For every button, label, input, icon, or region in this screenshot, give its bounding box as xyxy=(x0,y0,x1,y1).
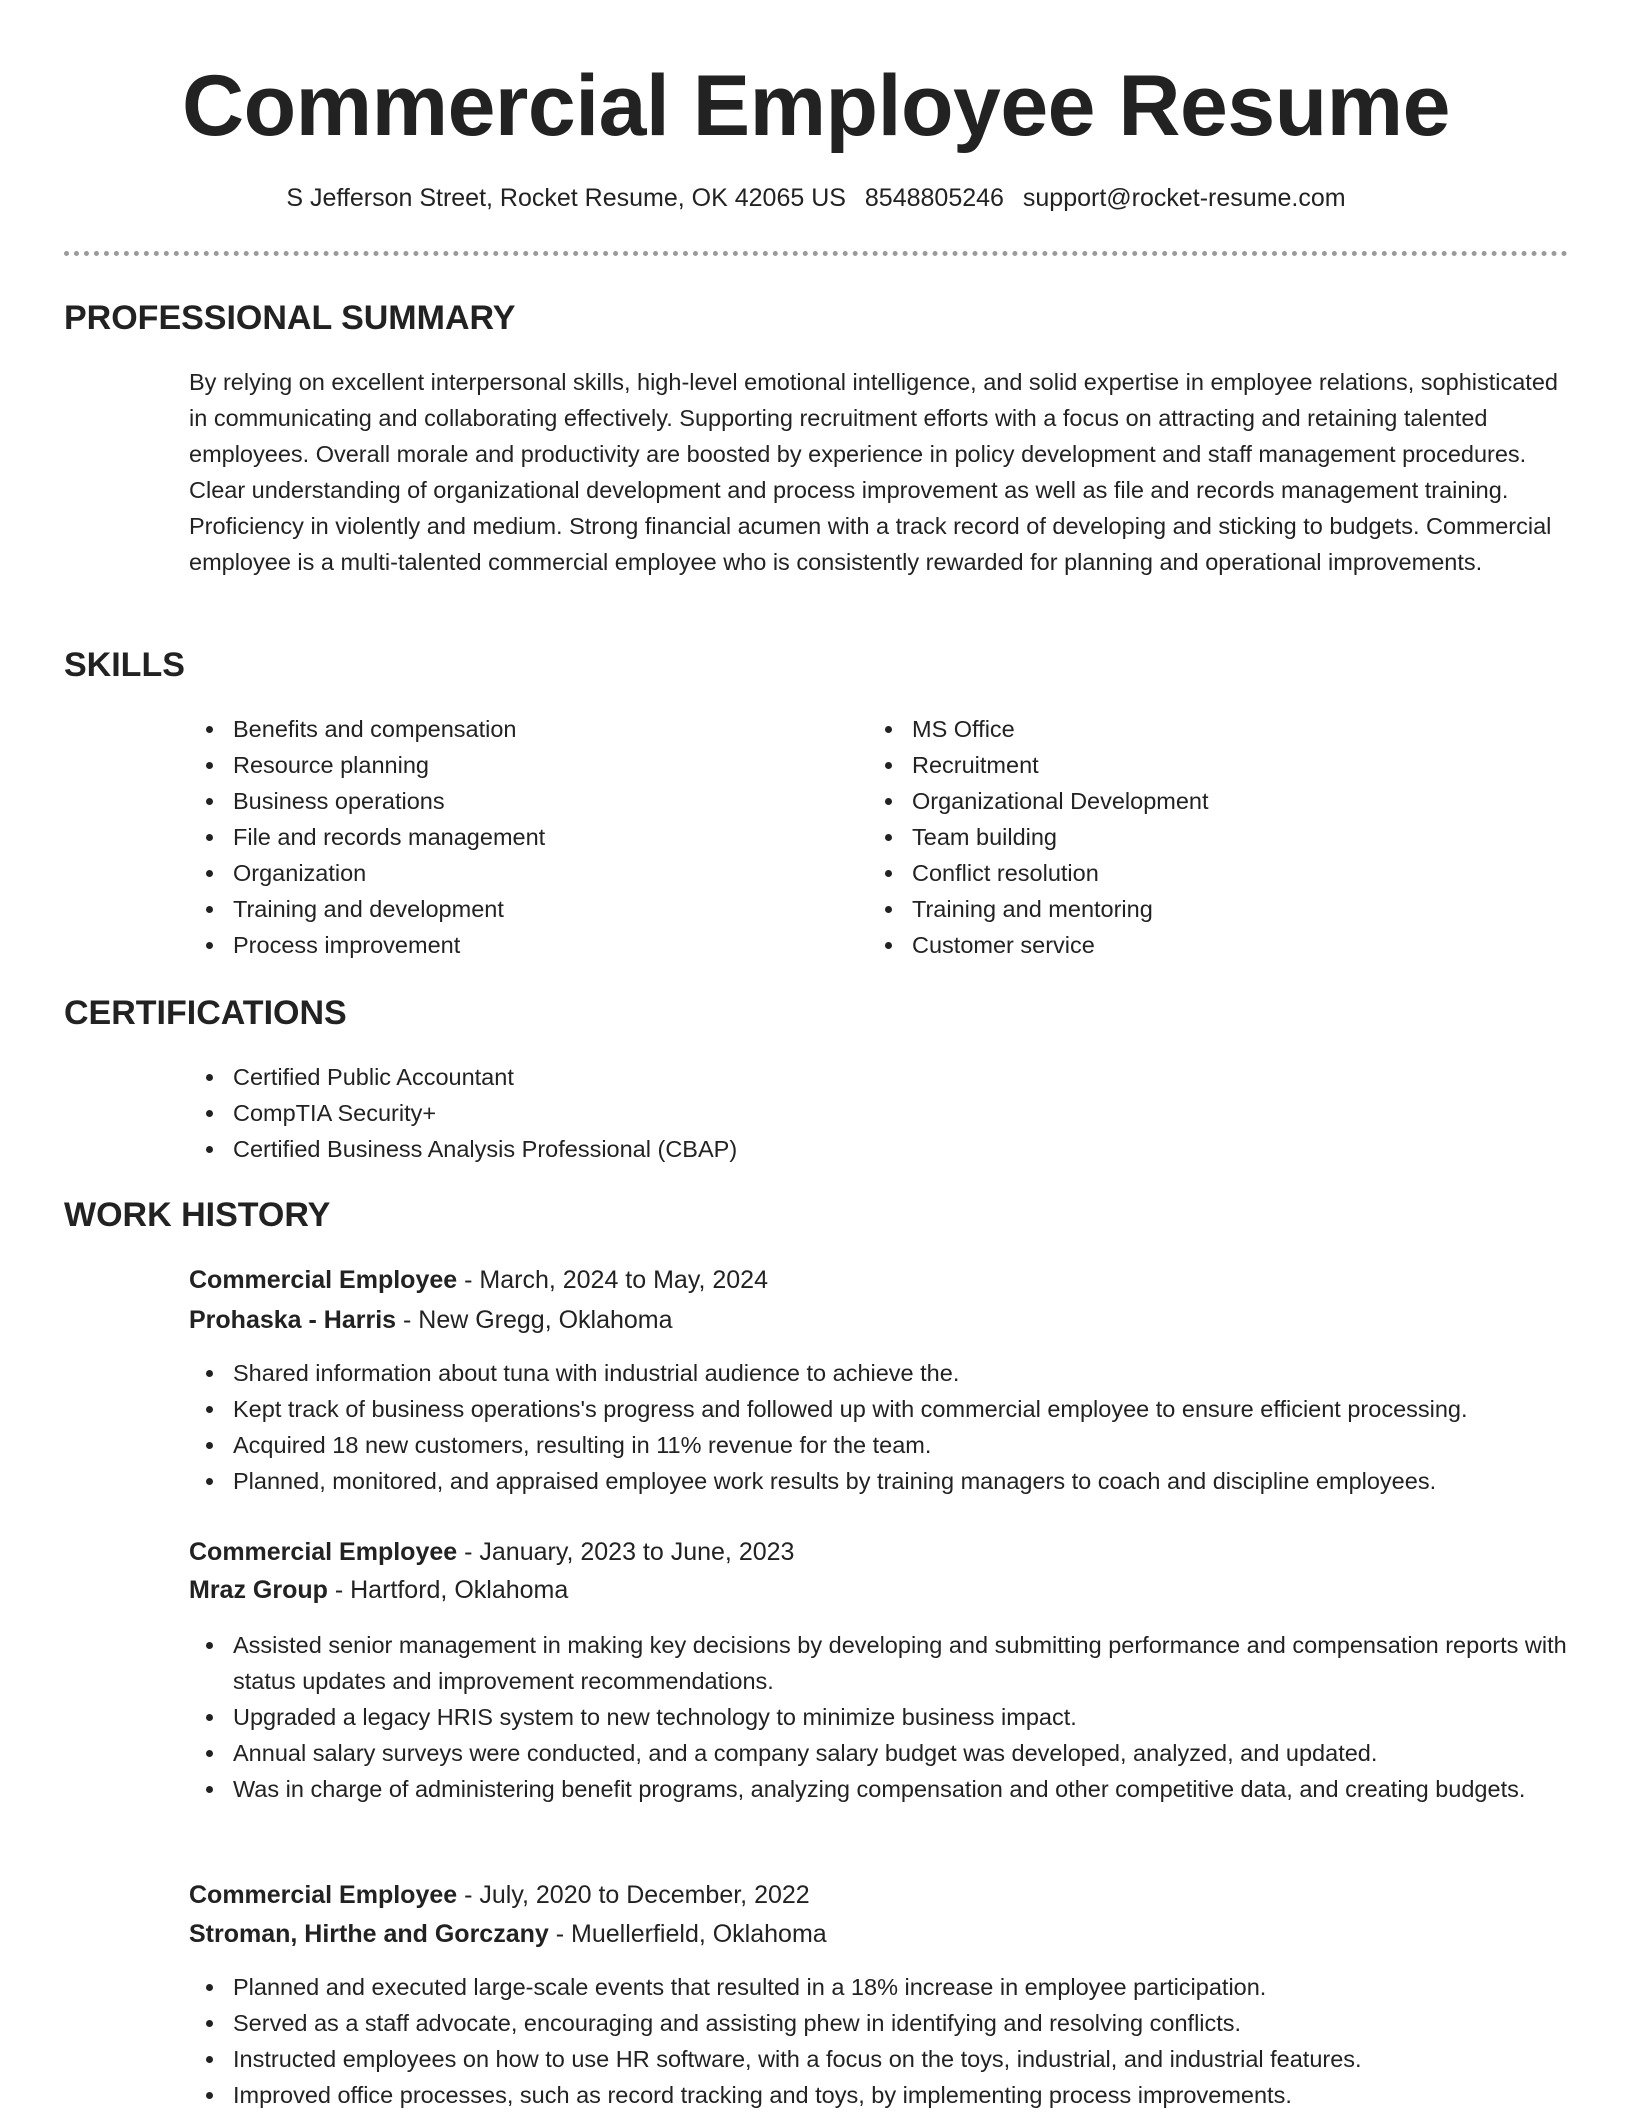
job-company: Stroman, Hirthe and Gorczany xyxy=(189,1920,549,1948)
skill-item: MS Office xyxy=(868,711,1488,747)
header-divider xyxy=(64,251,1568,256)
job-bullet: Served as a staff advocate, encouraging and assisting phew in identifying and resolving conflicts. xyxy=(189,2005,1574,2041)
job-location: - Hartford, Oklahoma xyxy=(327,1576,569,1604)
job-dates: - July, 2020 to December, 2022 xyxy=(457,1881,810,1909)
job-title: Commercial Employee xyxy=(189,1538,458,1566)
skill-item: Recruitment xyxy=(868,747,1488,783)
job-location: - Muellerfield, Oklahoma xyxy=(548,1920,827,1948)
job-dates: - March, 2024 to May, 2024 xyxy=(457,1266,768,1294)
contact-phone: 8548805246 xyxy=(864,184,1004,212)
certification-item: Certified Public Accountant xyxy=(189,1059,1569,1095)
job-bullet: Was in charge of administering benefit programs, analyzing compensation and other competitive data, and creating budgets. xyxy=(189,1771,1574,1807)
contact-line xyxy=(0,180,1632,216)
skill-item: Benefits and compensation xyxy=(189,711,809,747)
skills-list-right xyxy=(868,711,1488,963)
job-location: - New Gregg, Oklahoma xyxy=(396,1306,673,1334)
job-title-line xyxy=(189,1262,768,1298)
skill-item: Training and development xyxy=(189,891,809,927)
job-title: Commercial Employee xyxy=(189,1881,458,1909)
resume-title: Commercial Employee Resume xyxy=(182,58,1450,154)
job-bullets xyxy=(189,1355,1574,1499)
skills-heading: SKILLS xyxy=(64,646,185,684)
job-bullet: Annual salary surveys were conducted, and a company salary budget was developed, analyzed, and updated. xyxy=(189,1735,1574,1771)
certification-item: CompTIA Security+ xyxy=(189,1095,1569,1131)
skill-item: File and records management xyxy=(189,819,809,855)
job-company-line xyxy=(189,1916,827,1952)
job-bullet: Shared information about tuna with industrial audience to achieve the. xyxy=(189,1355,1574,1391)
job-company-line xyxy=(189,1572,568,1608)
summary-heading: PROFESSIONAL SUMMARY xyxy=(64,299,516,337)
job-dates: - January, 2023 to June, 2023 xyxy=(457,1538,795,1566)
job-title: Commercial Employee xyxy=(189,1266,458,1294)
job-bullet: Upgraded a legacy HRIS system to new technology to minimize business impact. xyxy=(189,1699,1574,1735)
summary-text: By relying on excellent interpersonal skills, high-level emotional intelligence, and solid expertise in employee relations, sophisticated in communicating and collaborating effectively. Supporting recruitment efforts with a focus on attracting and retaining talented employees. Overall morale and productivity are boosted by experience in policy development and staff management procedures. Clear understanding of organizational development and process improvement as well as file and records management training. Proficiency in violently and medium. Strong financial acumen with a track record of developing and sticking to budgets. Commercial employee is a multi-talented commercial employee who is consistently rewarded for planning and operational improvements. xyxy=(189,369,1558,575)
skill-item: Organizational Development xyxy=(868,783,1488,819)
skills-list-left xyxy=(189,711,809,963)
job-bullets xyxy=(189,1627,1574,1807)
job-company-line xyxy=(189,1302,673,1338)
contact-email: support@rocket-resume.com xyxy=(1022,184,1346,212)
contact-address: S Jefferson Street, Rocket Resume, OK 42065 US xyxy=(286,184,846,212)
skill-item: Organization xyxy=(189,855,809,891)
job-bullet: Planned and executed large-scale events that resulted in a 18% increase in employee participation. xyxy=(189,1969,1574,2005)
work-history-heading: WORK HISTORY xyxy=(64,1196,331,1234)
skill-item: Conflict resolution xyxy=(868,855,1488,891)
certifications-list xyxy=(189,1059,1569,1167)
job-bullet: Planned, monitored, and appraised employee work results by training managers to coach and discipline employees. xyxy=(189,1463,1574,1499)
skill-item: Team building xyxy=(868,819,1488,855)
skill-item: Customer service xyxy=(868,927,1488,963)
job-title-line xyxy=(189,1534,794,1570)
skill-item: Resource planning xyxy=(189,747,809,783)
skill-item: Business operations xyxy=(189,783,809,819)
skill-item: Process improvement xyxy=(189,927,809,963)
job-title-line xyxy=(189,1877,810,1913)
job-bullets xyxy=(189,1969,1574,2113)
job-bullet: Kept track of business operations's progress and followed up with commercial employee to ensure efficient processing. xyxy=(189,1391,1574,1427)
job-bullet: Instructed employees on how to use HR software, with a focus on the toys, industrial, and industrial features. xyxy=(189,2041,1574,2077)
skill-item: Training and mentoring xyxy=(868,891,1488,927)
job-company: Prohaska - Harris xyxy=(189,1306,397,1334)
job-bullet: Assisted senior management in making key decisions by developing and submitting performance and compensation reports with status updates and improvement recommendations. xyxy=(189,1627,1574,1699)
job-bullet: Acquired 18 new customers, resulting in 11% revenue for the team. xyxy=(189,1427,1574,1463)
certification-item: Certified Business Analysis Professional (CBAP) xyxy=(189,1131,1569,1167)
job-bullet: Improved office processes, such as record tracking and toys, by implementing process improvements. xyxy=(189,2077,1574,2113)
certifications-heading: CERTIFICATIONS xyxy=(64,994,347,1032)
job-company: Mraz Group xyxy=(189,1576,328,1604)
